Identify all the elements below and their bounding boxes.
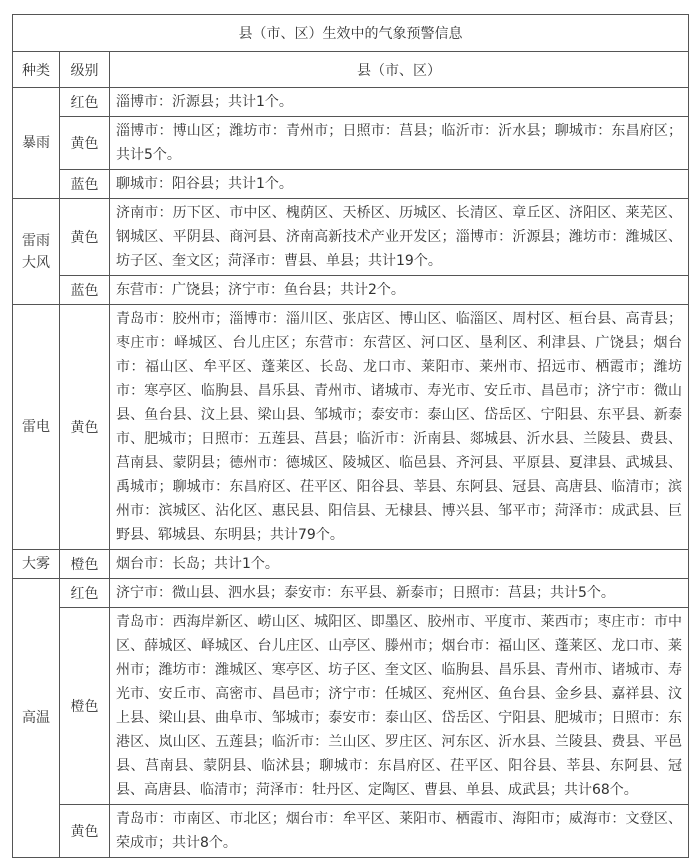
county-cell: 济宁市：微山县、泗水县；泰安市：东平县、新泰市；日照市：莒县；共计5个。 bbox=[110, 579, 689, 608]
county-cell: 淄博市：沂源县；共计1个。 bbox=[110, 88, 689, 117]
table-row bbox=[13, 88, 689, 117]
warning-table bbox=[12, 14, 689, 858]
table-title: 县（市、区）生效中的气象预警信息 bbox=[13, 15, 689, 52]
table-row bbox=[13, 608, 689, 805]
table-row bbox=[13, 199, 689, 276]
county-cell: 青岛市：胶州市；淄博市：淄川区、张店区、博山区、临淄区、周村区、桓台县、高青县；枣庄市：峄城区、台儿庄区；东营市：东营区、河口区、垦利区、利津县、广饶县；烟台市：福山区、牟平区、蓬莱区、长岛、龙口市、莱阳市、莱州市、招远市、栖霞市；潍坊市：寒亭区、临朐县、昌乐县、青州市、诸城市、寿光市、安丘市、昌邑市；济宁市：微山县、鱼台县、汶上县、梁山县、邹城市；泰安市：泰山区、岱岳区、宁阳县、东平县、新泰市、肥城市；日照市：五莲县、莒县；临沂市：沂南县、郯城县、沂水县、兰陵县、费县、莒南县、蒙阴县；德州市：德城区、陵城区、临邑县、齐河县、平原县、夏津县、武城县、禹城市；聊城市：东昌府区、茌平区、阳谷县、莘县、东阿县、冠县、高唐县、临清市；滨州市：滨城区、沾化区、惠民县、阳信县、无棣县、博兴县、邹平市；菏泽市：成武县、巨野县、郓城县、东明县；共计79个。 bbox=[110, 305, 689, 550]
county-cell: 烟台市：长岛；共计1个。 bbox=[110, 550, 689, 579]
type-cell-lightning: 雷电 bbox=[13, 305, 60, 550]
table-row bbox=[13, 170, 689, 199]
level-cell: 蓝色 bbox=[60, 276, 110, 305]
level-cell: 黄色 bbox=[60, 199, 110, 276]
county-cell: 青岛市：市南区、市北区；烟台市：牟平区、莱阳市、栖霞市、海阳市；威海市：文登区、荣成市；共计8个。 bbox=[110, 805, 689, 858]
header-county: 县（市、区） bbox=[110, 52, 689, 88]
county-cell: 聊城市：阳谷县；共计1个。 bbox=[110, 170, 689, 199]
county-cell: 东营市：广饶县；济宁市：鱼台县；共计2个。 bbox=[110, 276, 689, 305]
table-row bbox=[13, 579, 689, 608]
county-cell: 淄博市：博山区；潍坊市：青州市；日照市：莒县；临沂市：沂水县；聊城市：东昌府区；共计5个。 bbox=[110, 117, 689, 170]
table-row bbox=[13, 305, 689, 550]
type-cell-thunderstorm-wind bbox=[13, 199, 60, 305]
type-cell-fog: 大雾 bbox=[13, 550, 60, 579]
table-row bbox=[13, 276, 689, 305]
table-row bbox=[13, 117, 689, 170]
level-cell: 黄色 bbox=[60, 305, 110, 550]
level-cell: 蓝色 bbox=[60, 170, 110, 199]
level-cell: 红色 bbox=[60, 579, 110, 608]
county-cell: 青岛市：西海岸新区、崂山区、城阳区、即墨区、胶州市、平度市、莱西市；枣庄市：市中区、薛城区、峄城区、台儿庄区、山亭区、滕州市；烟台市：福山区、蓬莱区、龙口市、莱州市；潍坊市：潍城区、寒亭区、坊子区、奎文区、临朐县、昌乐县、青州市、诸城市、寿光市、安丘市、高密市、昌邑市；济宁市：任城区、兖州区、鱼台县、金乡县、嘉祥县、汶上县、梁山县、曲阜市、邹城市；泰安市：泰山区、岱岳区、宁阳县、肥城市；日照市：东港区、岚山区、五莲县；临沂市：兰山区、罗庄区、河东区、沂水县、兰陵县、费县、平邑县、莒南县、蒙阴县、临沭县；聊城市：东昌府区、茌平区、阳谷县、莘县、东阿县、冠县、高唐县、临清市；菏泽市：牡丹区、定陶区、曹县、单县、成武县；共计68个。 bbox=[110, 608, 689, 805]
title-row bbox=[13, 15, 689, 52]
type-label: 雷雨大风 bbox=[22, 232, 50, 271]
warning-table-container bbox=[12, 14, 688, 858]
type-cell-rainstorm: 暴雨 bbox=[13, 88, 60, 199]
level-cell: 橙色 bbox=[60, 550, 110, 579]
header-row bbox=[13, 52, 689, 88]
level-cell: 红色 bbox=[60, 88, 110, 117]
table-row bbox=[13, 550, 689, 579]
level-cell: 橙色 bbox=[60, 608, 110, 805]
type-cell-high-temperature: 高温 bbox=[13, 579, 60, 858]
level-cell: 黄色 bbox=[60, 117, 110, 170]
table-row bbox=[13, 805, 689, 858]
header-level: 级别 bbox=[60, 52, 110, 88]
level-cell: 黄色 bbox=[60, 805, 110, 858]
header-type: 种类 bbox=[13, 52, 60, 88]
county-cell: 济南市：历下区、市中区、槐荫区、天桥区、历城区、长清区、章丘区、济阳区、莱芜区、钢城区、平阴县、商河县、济南高新技术产业开发区；淄博市：沂源县；潍坊市：潍城区、坊子区、奎文区；菏泽市：曹县、单县；共计19个。 bbox=[110, 199, 689, 276]
